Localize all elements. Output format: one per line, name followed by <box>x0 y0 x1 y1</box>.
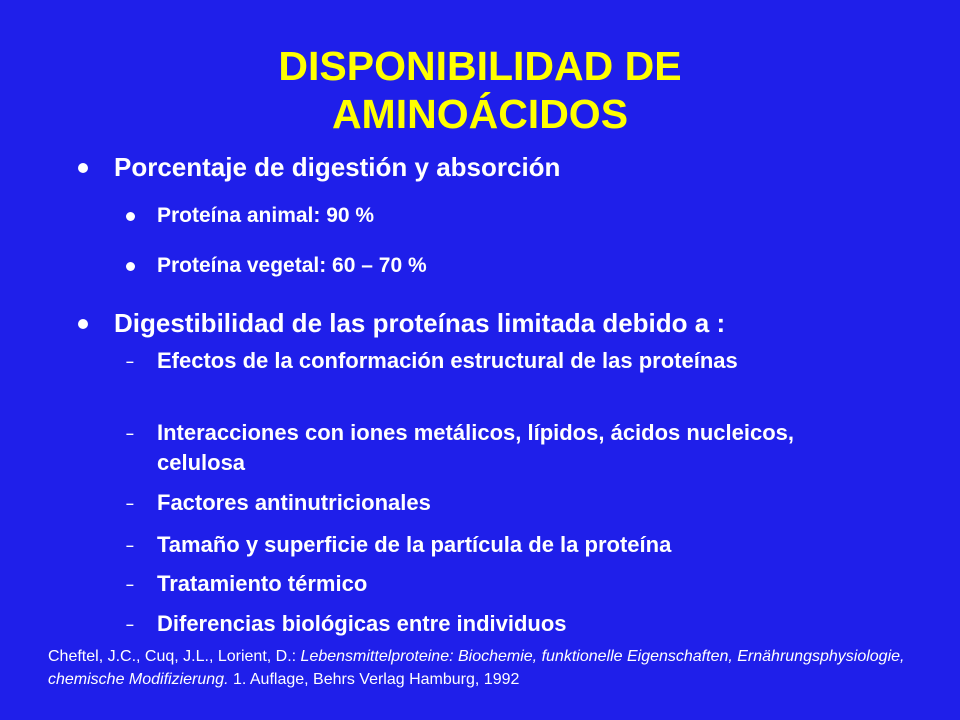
bullet-dot-icon <box>78 163 88 173</box>
dash-icon: – <box>126 616 134 632</box>
citation <box>48 645 928 691</box>
bullet-digestion <box>78 152 560 183</box>
dash-icon: – <box>126 425 134 441</box>
sub-bullet-vegetal-text: Proteína vegetal: 60 – 70 % <box>157 254 427 277</box>
slide-title <box>0 42 960 138</box>
sub-bullet-vegetal <box>126 254 427 278</box>
factor-text: Tamaño y superficie de la partícula de la proteína <box>157 532 672 557</box>
bullet-dot-icon <box>126 212 135 221</box>
factor-item <box>126 418 886 478</box>
dash-icon: – <box>126 495 134 511</box>
title-line-1: DISPONIBILIDAD DE <box>278 43 682 89</box>
sub-bullet-animal <box>126 204 374 228</box>
factor-item <box>126 569 886 599</box>
factor-item <box>126 346 886 376</box>
citation-publisher: 1. Auflage, Behrs Verlag Hamburg, 1992 <box>228 671 520 688</box>
citation-title: Lebensmittelproteine: Biochemie, funktionelle Eigenschaften, Ernährungsphysiologie, chemische Modifizierung. <box>48 648 905 688</box>
citation-authors: Cheftel, J.C., Cuq, J.L., Lorient, D.: <box>48 648 301 665</box>
factor-text: Efectos de la conformación estructural de las proteínas <box>157 348 738 373</box>
dash-icon: – <box>126 537 134 553</box>
factor-item <box>126 530 886 560</box>
dash-icon: – <box>126 576 134 592</box>
bullet-dot-icon <box>78 319 88 329</box>
bullet-digestion-text: Porcentaje de digestión y absorción <box>114 152 561 182</box>
sub-bullet-animal-text: Proteína animal: 90 % <box>157 204 375 227</box>
factor-item <box>126 609 886 639</box>
factor-text: Diferencias biológicas entre individuos <box>157 611 567 636</box>
bullet-digestibilidad <box>78 308 725 339</box>
bullet-dot-icon <box>126 262 135 271</box>
dash-icon: – <box>126 353 134 369</box>
title-line-2: AMINOÁCIDOS <box>331 91 629 137</box>
factor-text: Tratamiento térmico <box>157 571 368 596</box>
bullet-digestibilidad-text: Digestibilidad de las proteínas limitada debido a : <box>114 308 726 338</box>
factor-text: Factores antinutricionales <box>157 490 431 515</box>
factor-text: Interacciones con iones metálicos, lípidos, ácidos nucleicos, celulosa <box>157 420 794 475</box>
factor-item <box>126 488 886 518</box>
